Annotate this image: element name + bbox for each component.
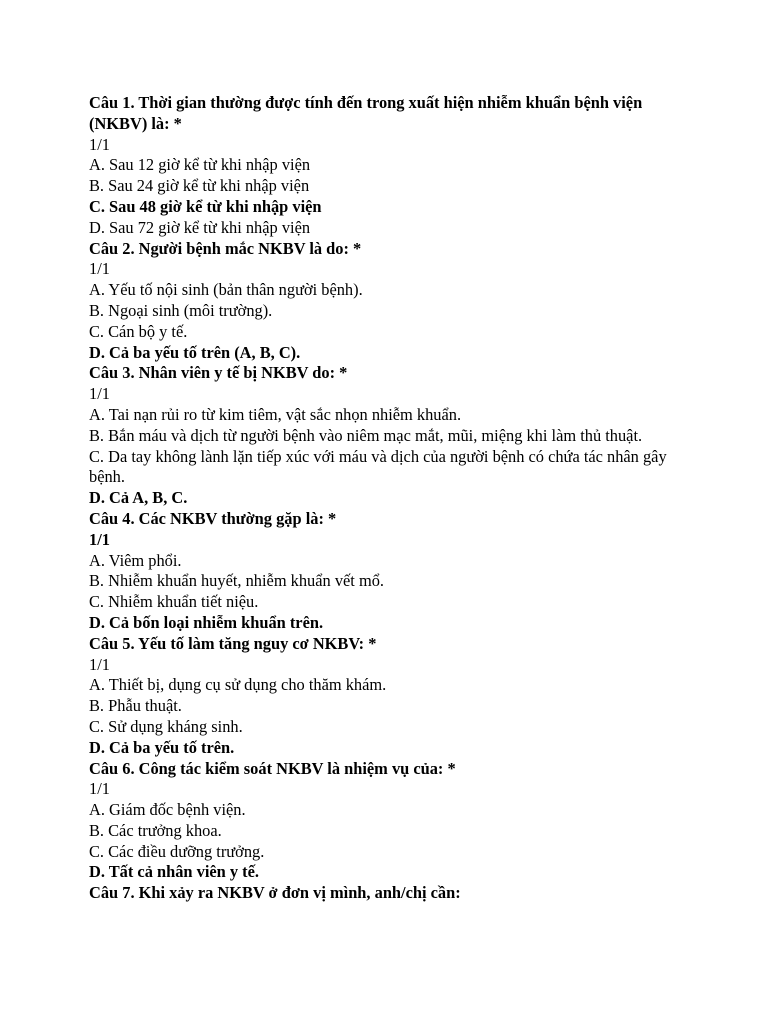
- question-score: 1/1: [89, 384, 110, 404]
- answer-option: B. Phẫu thuật.: [89, 696, 182, 716]
- answer-option: A. Sau 12 giờ kể từ khi nhập viện: [89, 155, 311, 175]
- question-title: Câu 6. Công tác kiểm soát NKBV là nhiệm vụ của: *: [89, 758, 456, 778]
- question-score: 1/1: [89, 529, 110, 549]
- question-title: Câu 4. Các NKBV thường gặp là: *: [89, 508, 337, 528]
- question-title: Câu 7. Khi xảy ra NKBV ở đơn vị mình, anh/chị cần:: [89, 883, 461, 903]
- question-block: [89, 634, 689, 759]
- question-title: Câu 5. Yếu tố làm tăng nguy cơ NKBV: *: [89, 633, 377, 653]
- answer-option-correct: D. Tất cả nhân viên y tế.: [89, 862, 259, 882]
- answer-option: A. Giám đốc bệnh viện.: [89, 800, 246, 820]
- answer-option: C. Nhiễm khuẩn tiết niệu.: [89, 592, 259, 612]
- question-block: [89, 363, 689, 509]
- answer-option-correct: D. Cả bốn loại nhiễm khuẩn trên.: [89, 612, 324, 632]
- question-score: 1/1: [89, 259, 110, 279]
- question-score: 1/1: [89, 654, 110, 674]
- question-title: Câu 3. Nhân viên y tế bị NKBV do: *: [89, 363, 348, 383]
- question-block: [89, 759, 689, 884]
- answer-option-correct: C. Sau 48 giờ kể từ khi nhập viện: [89, 196, 322, 216]
- question-title: Câu 1. Thời gian thường được tính đến trong xuất hiện nhiễm khuẩn bệnh viện (NKBV) là: *: [89, 93, 643, 133]
- answer-option: D. Sau 72 giờ kể từ khi nhập viện: [89, 217, 311, 237]
- answer-option: B. Bắn máu và dịch từ người bệnh vào niêm mạc mắt, mũi, miệng khi làm thủ thuật.: [89, 425, 643, 445]
- answer-option: A. Thiết bị, dụng cụ sử dụng cho thăm khám.: [89, 675, 387, 695]
- answer-option: B. Các trưởng khoa.: [89, 820, 222, 840]
- question-block: [89, 509, 689, 634]
- answer-option: A. Yếu tố nội sinh (bản thân người bệnh).: [89, 280, 363, 300]
- answer-option: C. Da tay không lành lặn tiếp xúc với máu và dịch của người bệnh có chứa tác nhân gây bệnh.: [89, 446, 667, 487]
- question-block: [89, 883, 689, 904]
- answer-option: C. Cán bộ y tế.: [89, 321, 188, 341]
- answer-option: A. Viêm phổi.: [89, 550, 182, 570]
- answer-option: A. Tai nạn rủi ro từ kim tiêm, vật sắc nhọn nhiễm khuẩn.: [89, 404, 462, 424]
- question-score: 1/1: [89, 134, 110, 154]
- answer-option: C. Sử dụng kháng sinh.: [89, 716, 243, 736]
- question-title: Câu 2. Người bệnh mắc NKBV là do: *: [89, 238, 362, 258]
- answer-option-correct: D. Cả ba yếu tố trên.: [89, 737, 235, 757]
- document-page: [89, 93, 689, 904]
- answer-option: B. Ngoại sinh (môi trường).: [89, 300, 273, 320]
- question-block: [89, 93, 689, 239]
- answer-option-correct: D. Cả ba yếu tố trên (A, B, C).: [89, 342, 301, 362]
- answer-option: B. Sau 24 giờ kể từ khi nhập viện: [89, 176, 310, 196]
- answer-option-correct: D. Cả A, B, C.: [89, 488, 188, 508]
- answer-option: B. Nhiễm khuẩn huyết, nhiễm khuẩn vết mổ.: [89, 571, 384, 591]
- answer-option: C. Các điều dưỡng trưởng.: [89, 841, 265, 861]
- question-block: [89, 239, 689, 364]
- question-score: 1/1: [89, 779, 110, 799]
